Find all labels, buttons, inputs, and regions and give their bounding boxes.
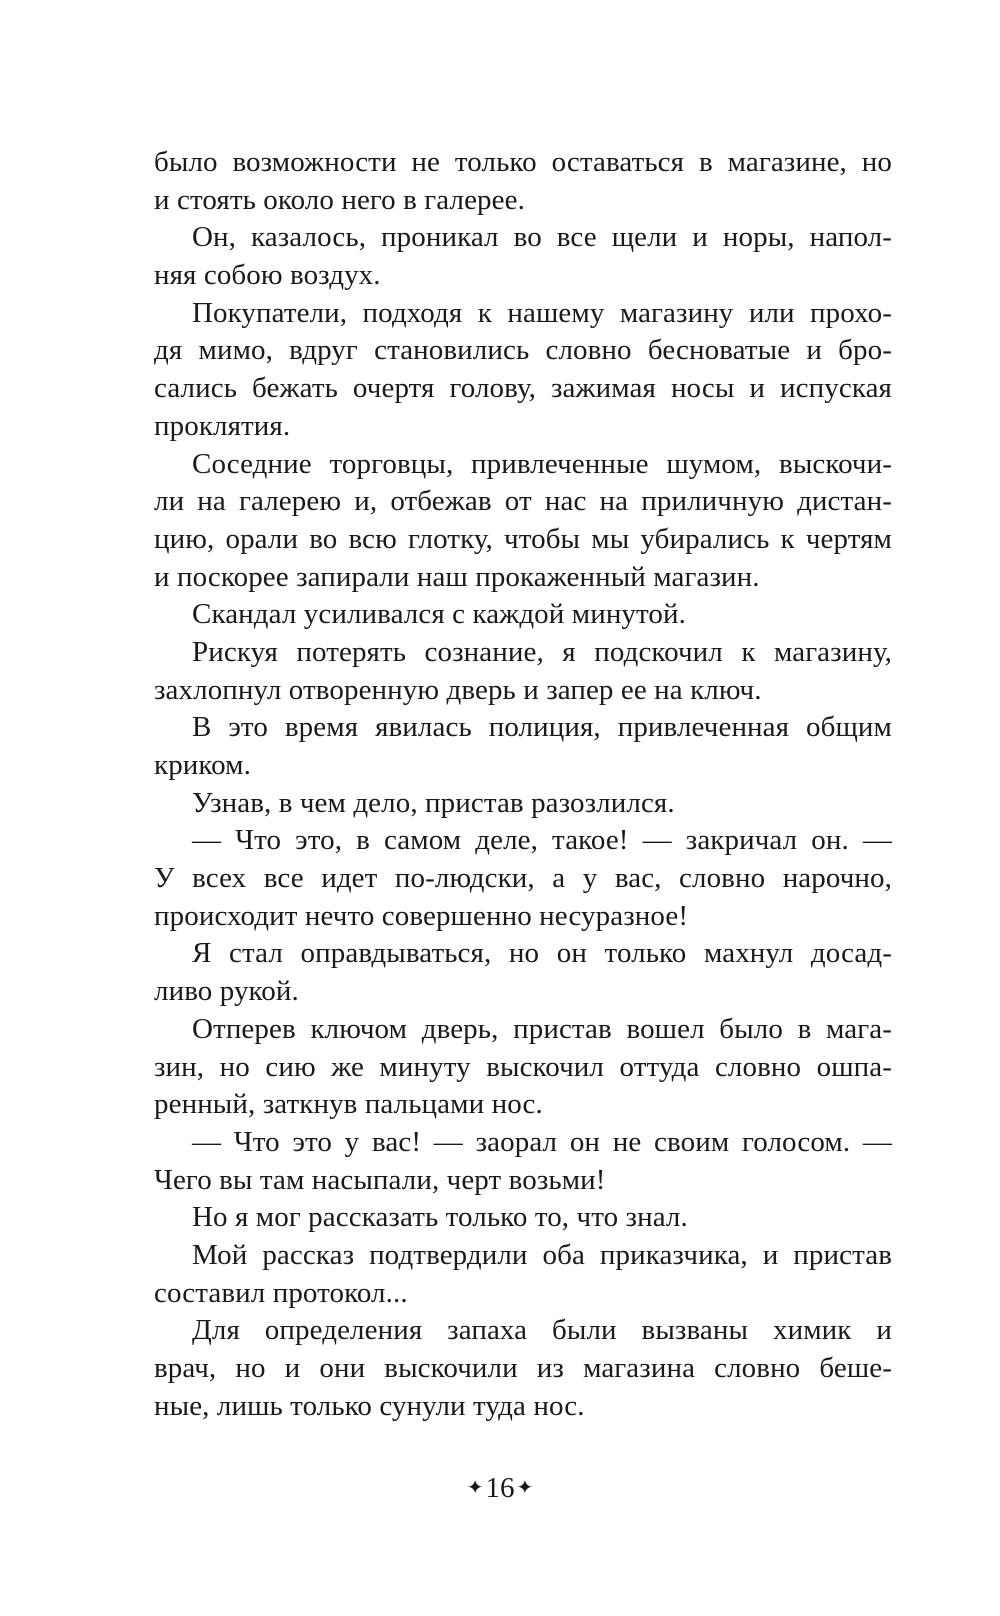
text-line: Он, казалось, проникал во все щели и норы, напол- bbox=[192, 221, 892, 254]
text-line: Узнав, в чем дело, пристав разозлился. bbox=[192, 786, 675, 819]
text-line: захлопнул отворенную дверь и запер ее на ключ. bbox=[154, 673, 762, 706]
text-line: составил протокол... bbox=[154, 1276, 408, 1309]
text-line: Скандал усиливался с каждой минутой. bbox=[192, 598, 686, 631]
text-line: и стоять около него в галерее. bbox=[154, 183, 525, 216]
text-line: проклятия. bbox=[154, 409, 291, 442]
text-line: дя мимо, вдруг становились словно бесноватые и бро- bbox=[154, 334, 892, 367]
text-line: У всех все идет по-людски, а у вас, словно нарочно, bbox=[154, 862, 892, 895]
page-number: 16 bbox=[485, 1472, 515, 1504]
star-ornament-icon: ✦ bbox=[516, 1477, 534, 1499]
text-line: Я стал оправдываться, но он только махнул досад- bbox=[192, 937, 892, 970]
page-number-folio bbox=[0, 1470, 1000, 1506]
text-line: Отперев ключом дверь, пристав вошел было в мага- bbox=[192, 1012, 892, 1045]
text-line: было возможности не только оставаться в магазине, но bbox=[154, 146, 892, 178]
text-line: Для определения запаха были вызваны химик и bbox=[192, 1314, 892, 1347]
text-line: — Что это у вас! — заорал он не своим голосом. — bbox=[192, 1125, 892, 1158]
text-line: В это время явилась полиция, привлеченная общим bbox=[192, 711, 892, 744]
text-line: ные, лишь только сунули туда нос. bbox=[154, 1389, 585, 1422]
text-line: Чего вы там насыпали, черт возьми! bbox=[154, 1163, 606, 1196]
text-line: Рискуя потерять сознание, я подскочил к магазину, bbox=[192, 635, 892, 668]
text-line: Покупатели, подходя к нашему магазину или прохо- bbox=[192, 296, 892, 329]
text-line: няя собою воздух. bbox=[154, 259, 381, 292]
text-line: ливо рукой. bbox=[154, 975, 299, 1008]
text-line: Соседние торговцы, привлеченные шумом, выскочи- bbox=[192, 447, 892, 480]
text-line: — Что это, в самом деле, такое! — закричал он. — bbox=[192, 824, 892, 857]
text-line: ли на галерею и, отбежав от нас на приличную дистан- bbox=[154, 485, 892, 518]
body-text bbox=[154, 144, 892, 1425]
text-line: происходит нечто совершенно несуразное! bbox=[154, 899, 689, 932]
text-line: Но я мог рассказать только то, что знал. bbox=[192, 1201, 688, 1234]
text-line: сались бежать очертя голову, зажимая носы и испуская bbox=[154, 372, 892, 405]
text-line: криком. bbox=[154, 749, 251, 781]
text-line: и поскорее запирали наш прокаженный магазин. bbox=[154, 560, 760, 593]
text-line: зин, но сию же минуту выскочил оттуда словно ошпа- bbox=[154, 1050, 892, 1083]
star-ornament-icon: ✦ bbox=[466, 1477, 484, 1499]
text-line: ренный, заткнув пальцами нос. bbox=[154, 1088, 543, 1121]
text-line: цию, орали во всю глотку, чтобы мы убирались к чертям bbox=[154, 522, 892, 555]
text-line: Мой рассказ подтвердили оба приказчика, и пристав bbox=[192, 1238, 892, 1271]
text-line: врач, но и они выскочили из магазина словно беше- bbox=[154, 1352, 892, 1384]
